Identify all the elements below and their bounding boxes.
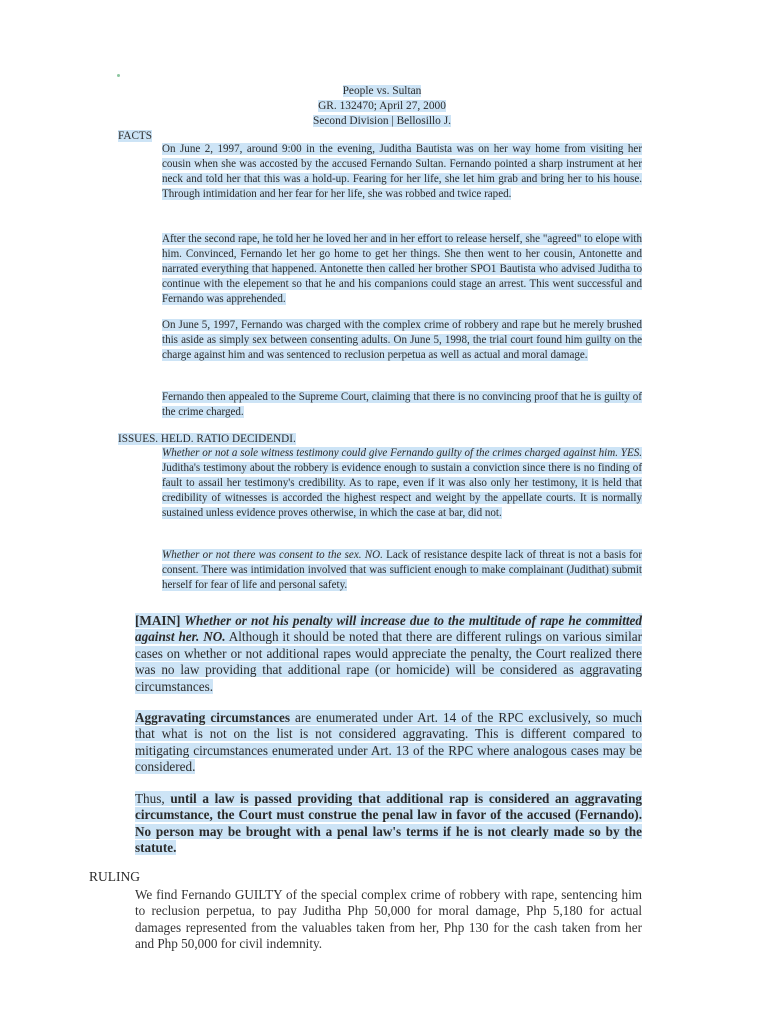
facts-paragraph-3: On June 5, 1997, Fernando was charged with the complex crime of robbery and rape but he merely brushed this aside as simply sex between consenting adults. On June 5, 1998, the trial court found him guilty on the charge against him and was sentenced to reclusion perpetua as well as actual and moral damage. (162, 319, 642, 361)
case-division: Second Division | Bellosillo J. (312, 115, 452, 127)
case-gr-number: GR. 132470; April 27, 2000 (318, 100, 446, 112)
ruling-paragraph: We find Fernando GUILTY of the special complex crime of robbery with rape, sentencing him to reclusion perpetua, to pay Juditha Php 50,000 for moral damage, Php 5,180 for actual damages represented from the valuables taken from her, Php 130 for the cash taken from her and Php 50,000 for civil indemnity. (135, 887, 642, 952)
issue-1-answer: Juditha's testimony about the robbery is evidence enough to sustain a conviction since there is no finding of fault to assail her testimony's credibility. As to rape, even if it was also only her testimony, it is held that credibility of witnesses is accorded the highest respect and weight by the appellate courts. It is normally sustained unless evidence proves otherwise, in which the case at bar, did not. (162, 461, 642, 519)
thus-conclusion: until a law is passed providing that additional rap is considered an aggravating circumstance, the Court must construe the penal law in favor of the accused (Fernando). No person may be brought with a penal law's terms if he is not clearly made so by the statute. (135, 791, 643, 856)
issue-2-paragraph (162, 548, 642, 593)
issue-1-paragraph (162, 446, 642, 521)
issue-2-question: Whether or not there was consent to the sex. NO. (162, 549, 383, 561)
ruling-heading: RULING (89, 869, 140, 884)
facts-heading: FACTS (118, 130, 152, 142)
facts-paragraph-4: Fernando then appealed to the Supreme Court, claiming that there is no convincing proof that he is guilty of the crime charged. (162, 391, 642, 418)
main-tag: [MAIN] (135, 613, 181, 628)
issue-1-question: Whether or not a sole witness testimony could give Fernando guilty of the crimes charged against him. YES. (162, 447, 642, 459)
case-title: People vs. Sultan (342, 85, 422, 97)
case-header (250, 84, 514, 129)
issues-heading: ISSUES. HELD. RATIO DECIDENDI. (118, 433, 296, 445)
issue-2-answer: Lack of resistance despite lack of threat is not a basis for consent. There was intimidation involved that was sufficient enough to make complainant (Judithat) submit herself for fear of life and personal safety. (162, 549, 642, 591)
stray-mark (117, 74, 120, 77)
facts-paragraph-2: After the second rape, he told her he loved her and in her effort to release herself, she "agreed" to elope with him. Convinced, Fernando let her go home to get her things. She then went to her cousin, Antonette and narrated everything that happened. Antonette then called her brother SPO1 Bautista who advised Juditha to continue with the elepement so that he and his companions could stage an arrest. This went successful and Fernando was apprehended. (162, 233, 642, 305)
thus-paragraph (135, 791, 642, 857)
thus-lead: Thus, (135, 791, 171, 806)
facts-paragraph-1: On June 2, 1997, around 9:00 in the evening, Juditha Bautista was on her way home from visiting her cousin when she was accosted by the accused Fernando Sultan. Fernando pointed a sharp instrument at her neck and told her that this was a hold-up. Fearing for her life, she let him grab and bring her to his house. Through intimidation and her fear for her life, she was robbed and twice raped. (162, 143, 642, 200)
aggravating-explanation: are enumerated under Art. 14 of the RPC exclusively, so much that what is not on the list is not considered aggravating. This is different compared to mitigating circumstances enumerated under Art. 13 of the RPC where analogous cases may be considered. (135, 710, 642, 775)
aggravating-paragraph (135, 710, 642, 776)
main-issue-paragraph (135, 613, 642, 695)
aggravating-term: Aggravating circumstances (135, 710, 290, 725)
main-issue-question: Whether or not his penalty will increase due to the multitude of rape he committed against her. NO. (135, 613, 642, 645)
main-issue-answer: Although it should be noted that there are different rulings on various similar cases on whether or not additional rapes would appreciate the penalty, the Court realized there was no law providing that additional rape (or homicide) will be considered as aggravating circumstances. (135, 629, 642, 694)
